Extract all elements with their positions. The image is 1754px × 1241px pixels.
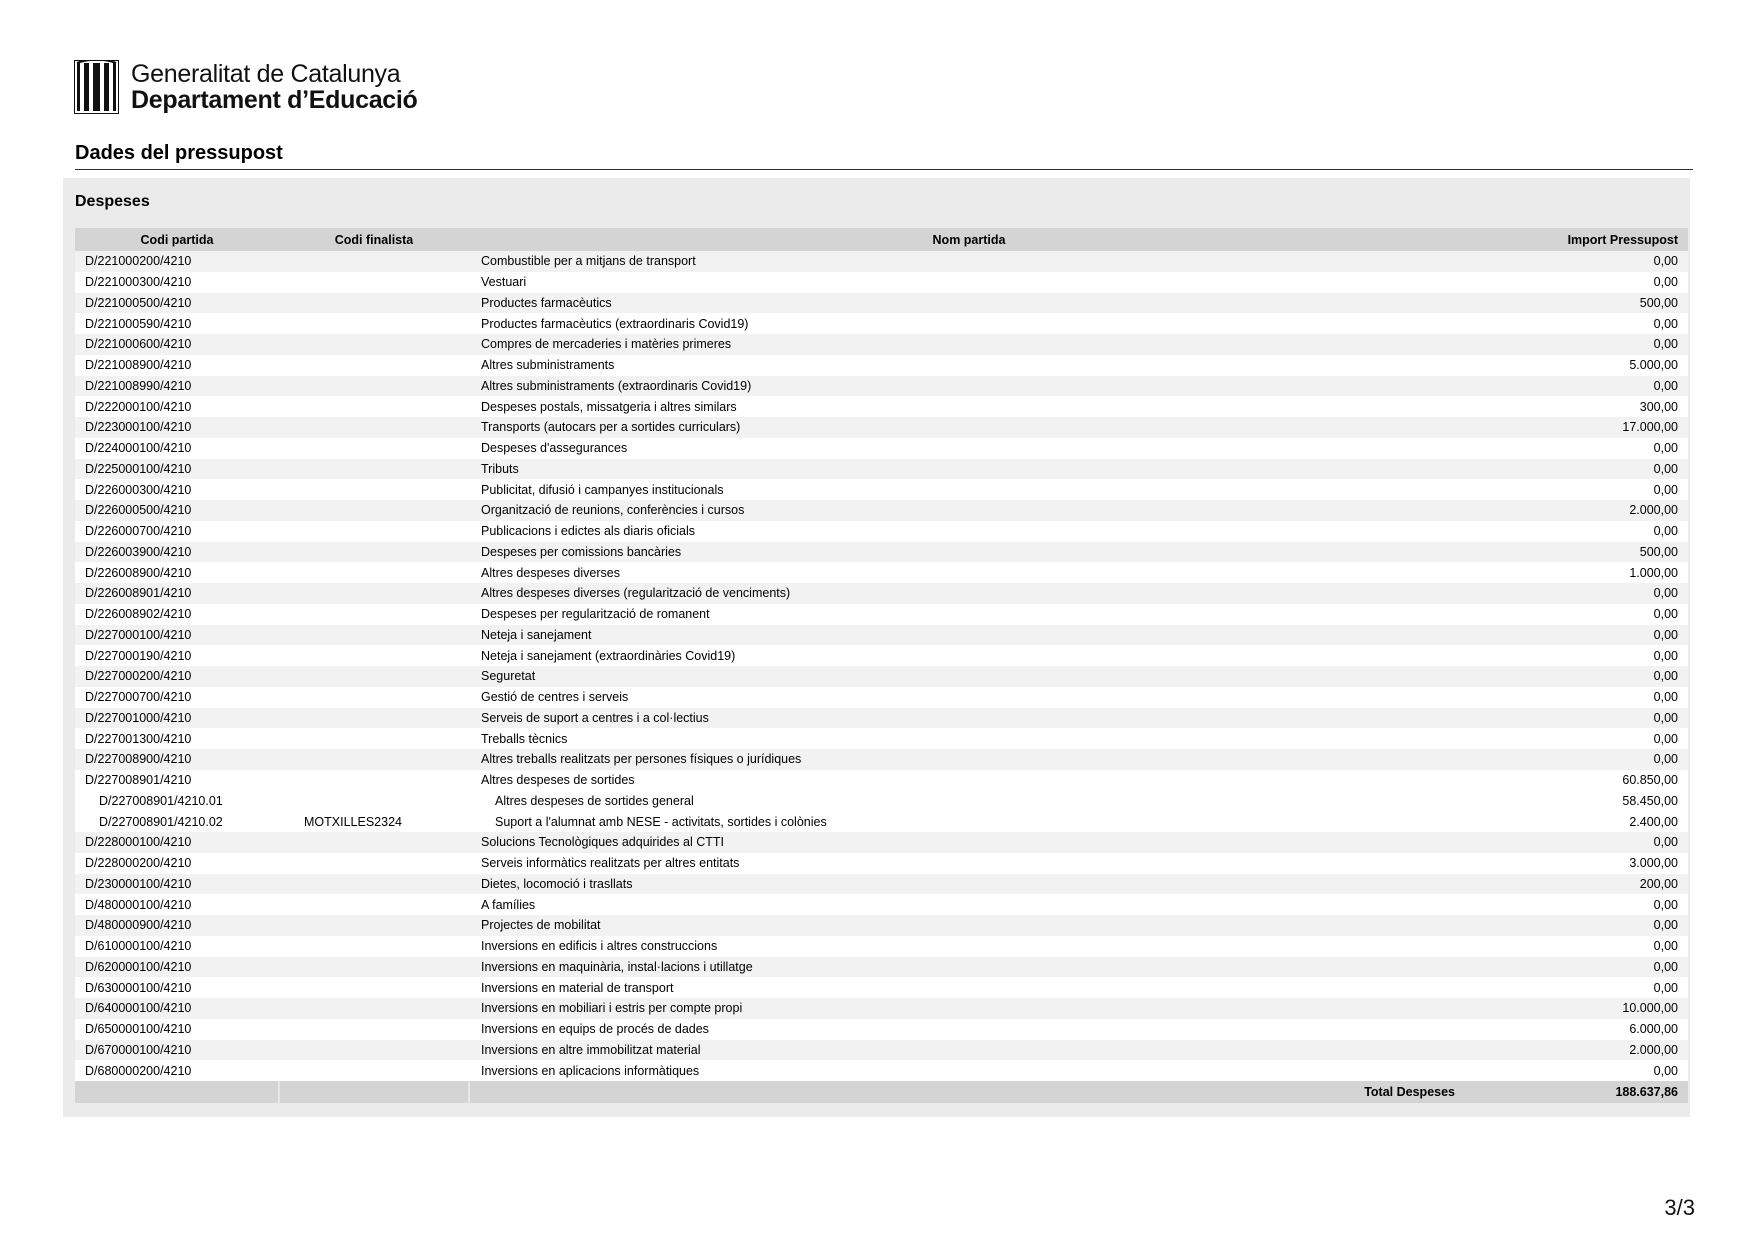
cell-code: D/227000100/4210 [75, 625, 279, 646]
table-row [75, 376, 1688, 397]
cell-code: D/226003900/4210 [75, 542, 279, 563]
cell-amount: 0,00 [1469, 915, 1688, 936]
cell-code: D/227008900/4210 [75, 749, 279, 770]
cell-code: D/226008902/4210 [75, 604, 279, 625]
cell-amount: 0,00 [1469, 957, 1688, 978]
table-row [75, 479, 1688, 500]
cell-code: D/230000100/4210 [75, 874, 279, 895]
cell-finalist [279, 396, 469, 417]
cell-code: D/640000100/4210 [75, 998, 279, 1019]
cell-name: Altres despeses de sortides general [469, 791, 1469, 812]
table-row [75, 521, 1688, 542]
cell-name: Solucions Tecnològiques adquirides al CTTI [469, 832, 1469, 853]
cell-amount: 0,00 [1469, 521, 1688, 542]
table-row [75, 708, 1688, 729]
cell-code: D/221000300/4210 [75, 272, 279, 293]
page-number: 3/3 [1664, 1195, 1695, 1220]
table-row [75, 272, 1688, 293]
cell-name: Inversions en maquinària, instal·lacions i utillatge [469, 957, 1469, 978]
cell-finalist [279, 376, 469, 397]
table-row [75, 438, 1688, 459]
cell-amount: 0,00 [1469, 894, 1688, 915]
cell-code: D/222000100/4210 [75, 396, 279, 417]
cell-name: Productes farmacèutics [469, 293, 1469, 314]
cell-name: Transports (autocars per a sortides curriculars) [469, 417, 1469, 438]
cell-code: D/221000500/4210 [75, 293, 279, 314]
cell-name: Altres despeses diverses (regularització de venciments) [469, 583, 1469, 604]
cell-code: D/226000300/4210 [75, 479, 279, 500]
cell-code: D/227000700/4210 [75, 687, 279, 708]
table-row [75, 417, 1688, 438]
cell-code: D/228000200/4210 [75, 853, 279, 874]
cell-code: D/226000700/4210 [75, 521, 279, 542]
table-row [75, 396, 1688, 417]
total-amount: 188.637,86 [1469, 1081, 1688, 1103]
cell-amount: 0,00 [1469, 583, 1688, 604]
table-body [75, 251, 1688, 1081]
cell-name: Despeses per comissions bancàries [469, 542, 1469, 563]
cell-name: Inversions en altre immobilitzat material [469, 1040, 1469, 1061]
cell-amount: 0,00 [1469, 936, 1688, 957]
cell-finalist [279, 604, 469, 625]
table-row [75, 687, 1688, 708]
cell-amount: 17.000,00 [1469, 417, 1688, 438]
cell-code: D/480000900/4210 [75, 915, 279, 936]
table-row [75, 853, 1688, 874]
cell-name: Publicacions i edictes als diaris oficials [469, 521, 1469, 542]
table-row [75, 334, 1688, 355]
cell-finalist [279, 832, 469, 853]
column-header-amount: Import Pressupost [1469, 228, 1688, 251]
cell-finalist [279, 1019, 469, 1040]
table-row [75, 998, 1688, 1019]
cell-finalist [279, 894, 469, 915]
cell-amount: 0,00 [1469, 977, 1688, 998]
cell-amount: 3.000,00 [1469, 853, 1688, 874]
cell-finalist [279, 334, 469, 355]
cell-name: Altres subministraments [469, 355, 1469, 376]
cell-name: Dietes, locomoció i trasllats [469, 874, 1469, 895]
cell-amount: 58.450,00 [1469, 791, 1688, 812]
cell-code: D/221000200/4210 [75, 251, 279, 272]
cell-finalist [279, 936, 469, 957]
cell-code: D/227001000/4210 [75, 708, 279, 729]
table-row [75, 583, 1688, 604]
table-row [75, 293, 1688, 314]
cell-finalist [279, 542, 469, 563]
table-row [75, 770, 1688, 791]
cell-amount: 0,00 [1469, 708, 1688, 729]
cell-finalist [279, 500, 469, 521]
org-line-2: Departament d’Educació [131, 85, 418, 114]
cell-code: D/226008900/4210 [75, 562, 279, 583]
table-row [75, 977, 1688, 998]
table-row [75, 811, 1688, 832]
cell-name: A famílies [469, 894, 1469, 915]
total-spacer [279, 1081, 469, 1103]
cell-name: Inversions en equips de procés de dades [469, 1019, 1469, 1040]
table-row [75, 313, 1688, 334]
cell-name: Treballs tècnics [469, 728, 1469, 749]
table-row [75, 749, 1688, 770]
cell-name: Combustible per a mitjans de transport [469, 251, 1469, 272]
table-header-row [75, 228, 1688, 251]
table-row [75, 645, 1688, 666]
cell-finalist [279, 293, 469, 314]
table-row [75, 1060, 1688, 1081]
cell-amount: 0,00 [1469, 604, 1688, 625]
cell-finalist [279, 874, 469, 895]
cell-amount: 6.000,00 [1469, 1019, 1688, 1040]
table-row [75, 915, 1688, 936]
expenses-panel [63, 178, 1690, 1117]
table-row [75, 894, 1688, 915]
cell-code: D/227008901/4210 [75, 770, 279, 791]
cell-code: D/221000600/4210 [75, 334, 279, 355]
cell-name: Serveis informàtics realitzats per altres entitats [469, 853, 1469, 874]
cell-name: Compres de mercaderies i matèries primeres [469, 334, 1469, 355]
page-title: Dades del pressupost [75, 142, 1693, 170]
cell-amount: 0,00 [1469, 313, 1688, 334]
cell-code: D/480000100/4210 [75, 894, 279, 915]
cell-name: Altres despeses diverses [469, 562, 1469, 583]
cell-finalist [279, 251, 469, 272]
cell-amount: 0,00 [1469, 459, 1688, 480]
table-row [75, 666, 1688, 687]
cell-finalist [279, 791, 469, 812]
table-row [75, 355, 1688, 376]
cell-finalist [279, 666, 469, 687]
cell-name: Altres despeses de sortides [469, 770, 1469, 791]
cell-amount: 0,00 [1469, 832, 1688, 853]
cell-amount: 2.000,00 [1469, 500, 1688, 521]
generalitat-bars-icon [74, 60, 119, 114]
cell-code: D/650000100/4210 [75, 1019, 279, 1040]
table-row [75, 936, 1688, 957]
cell-amount: 0,00 [1469, 334, 1688, 355]
cell-name: Despeses postals, missatgeria i altres similars [469, 396, 1469, 417]
cell-finalist [279, 645, 469, 666]
cell-code: D/227000200/4210 [75, 666, 279, 687]
table-row [75, 542, 1688, 563]
cell-code: D/223000100/4210 [75, 417, 279, 438]
cell-finalist [279, 625, 469, 646]
cell-code: D/227008901/4210.02 [75, 811, 279, 832]
cell-finalist: MOTXILLES2324 [279, 811, 469, 832]
cell-name: Suport a l'alumnat amb NESE - activitats, sortides i colònies [469, 811, 1469, 832]
cell-amount: 0,00 [1469, 272, 1688, 293]
cell-name: Publicitat, difusió i campanyes institucionals [469, 479, 1469, 500]
cell-finalist [279, 417, 469, 438]
cell-finalist [279, 459, 469, 480]
cell-amount: 300,00 [1469, 396, 1688, 417]
table-row [75, 562, 1688, 583]
column-header-finalist: Codi finalista [279, 228, 469, 251]
cell-finalist [279, 915, 469, 936]
cell-amount: 0,00 [1469, 625, 1688, 646]
table-row [75, 625, 1688, 646]
table-row [75, 1040, 1688, 1061]
cell-amount: 0,00 [1469, 687, 1688, 708]
cell-code: D/630000100/4210 [75, 977, 279, 998]
cell-code: D/227008901/4210.01 [75, 791, 279, 812]
total-spacer [75, 1081, 279, 1103]
cell-name: Vestuari [469, 272, 1469, 293]
cell-name: Projectes de mobilitat [469, 915, 1469, 936]
cell-code: D/221008900/4210 [75, 355, 279, 376]
cell-name: Inversions en edificis i altres construccions [469, 936, 1469, 957]
cell-name: Gestió de centres i serveis [469, 687, 1469, 708]
table-row [75, 957, 1688, 978]
cell-amount: 200,00 [1469, 874, 1688, 895]
cell-amount: 0,00 [1469, 749, 1688, 770]
cell-name: Altres treballs realitzats per persones físiques o jurídiques [469, 749, 1469, 770]
section-title: Despeses [75, 193, 150, 210]
cell-amount: 1.000,00 [1469, 562, 1688, 583]
column-header-name: Nom partida [469, 228, 1469, 251]
cell-amount: 0,00 [1469, 1060, 1688, 1081]
table-row [75, 728, 1688, 749]
cell-code: D/228000100/4210 [75, 832, 279, 853]
column-header-code: Codi partida [75, 228, 279, 251]
cell-amount: 2.400,00 [1469, 811, 1688, 832]
organization-name [131, 59, 418, 114]
cell-amount: 0,00 [1469, 645, 1688, 666]
cell-name: Altres subministraments (extraordinaris Covid19) [469, 376, 1469, 397]
cell-code: D/224000100/4210 [75, 438, 279, 459]
cell-amount: 5.000,00 [1469, 355, 1688, 376]
table-row [75, 874, 1688, 895]
cell-finalist [279, 977, 469, 998]
budget-table [75, 228, 1689, 1103]
table-row [75, 459, 1688, 480]
cell-name: Inversions en mobiliari i estris per compte propi [469, 998, 1469, 1019]
cell-code: D/221008990/4210 [75, 376, 279, 397]
cell-amount: 0,00 [1469, 376, 1688, 397]
cell-finalist [279, 853, 469, 874]
table-row [75, 604, 1688, 625]
cell-code: D/227000190/4210 [75, 645, 279, 666]
cell-finalist [279, 438, 469, 459]
cell-name: Despeses d'assegurances [469, 438, 1469, 459]
cell-amount: 0,00 [1469, 479, 1688, 500]
table-row [75, 791, 1688, 812]
cell-amount: 0,00 [1469, 251, 1688, 272]
cell-finalist [279, 708, 469, 729]
cell-name: Despeses per regularització de romanent [469, 604, 1469, 625]
cell-finalist [279, 957, 469, 978]
cell-amount: 60.850,00 [1469, 770, 1688, 791]
cell-code: D/227001300/4210 [75, 728, 279, 749]
total-label: Total Despeses [469, 1081, 1469, 1103]
document-header [74, 59, 418, 115]
cell-code: D/610000100/4210 [75, 936, 279, 957]
cell-amount: 500,00 [1469, 542, 1688, 563]
cell-finalist [279, 562, 469, 583]
table-row [75, 251, 1688, 272]
cell-name: Tributs [469, 459, 1469, 480]
cell-finalist [279, 355, 469, 376]
cell-amount: 0,00 [1469, 438, 1688, 459]
cell-name: Neteja i sanejament [469, 625, 1469, 646]
cell-name: Productes farmacèutics (extraordinaris Covid19) [469, 313, 1469, 334]
cell-finalist [279, 583, 469, 604]
total-row [75, 1081, 1688, 1103]
cell-name: Seguretat [469, 666, 1469, 687]
cell-code: D/221000590/4210 [75, 313, 279, 334]
table-row [75, 500, 1688, 521]
cell-code: D/670000100/4210 [75, 1040, 279, 1061]
cell-name: Inversions en aplicacions informàtiques [469, 1060, 1469, 1081]
cell-amount: 10.000,00 [1469, 998, 1688, 1019]
cell-finalist [279, 479, 469, 500]
cell-finalist [279, 1060, 469, 1081]
cell-amount: 2.000,00 [1469, 1040, 1688, 1061]
cell-name: Organització de reunions, conferències i cursos [469, 500, 1469, 521]
table-row [75, 1019, 1688, 1040]
cell-name: Neteja i sanejament (extraordinàries Covid19) [469, 645, 1469, 666]
cell-amount: 0,00 [1469, 728, 1688, 749]
cell-amount: 0,00 [1469, 666, 1688, 687]
cell-code: D/226008901/4210 [75, 583, 279, 604]
cell-finalist [279, 272, 469, 293]
cell-code: D/225000100/4210 [75, 459, 279, 480]
cell-name: Serveis de suport a centres i a col·lectius [469, 708, 1469, 729]
cell-code: D/620000100/4210 [75, 957, 279, 978]
cell-amount: 500,00 [1469, 293, 1688, 314]
cell-finalist [279, 521, 469, 542]
cell-finalist [279, 1040, 469, 1061]
cell-finalist [279, 687, 469, 708]
org-line-1: Generalitat de Catalunya [131, 59, 401, 88]
cell-finalist [279, 749, 469, 770]
cell-finalist [279, 313, 469, 334]
cell-finalist [279, 770, 469, 791]
table-row [75, 832, 1688, 853]
cell-finalist [279, 998, 469, 1019]
cell-finalist [279, 728, 469, 749]
cell-code: D/680000200/4210 [75, 1060, 279, 1081]
cell-name: Inversions en material de transport [469, 977, 1469, 998]
cell-code: D/226000500/4210 [75, 500, 279, 521]
